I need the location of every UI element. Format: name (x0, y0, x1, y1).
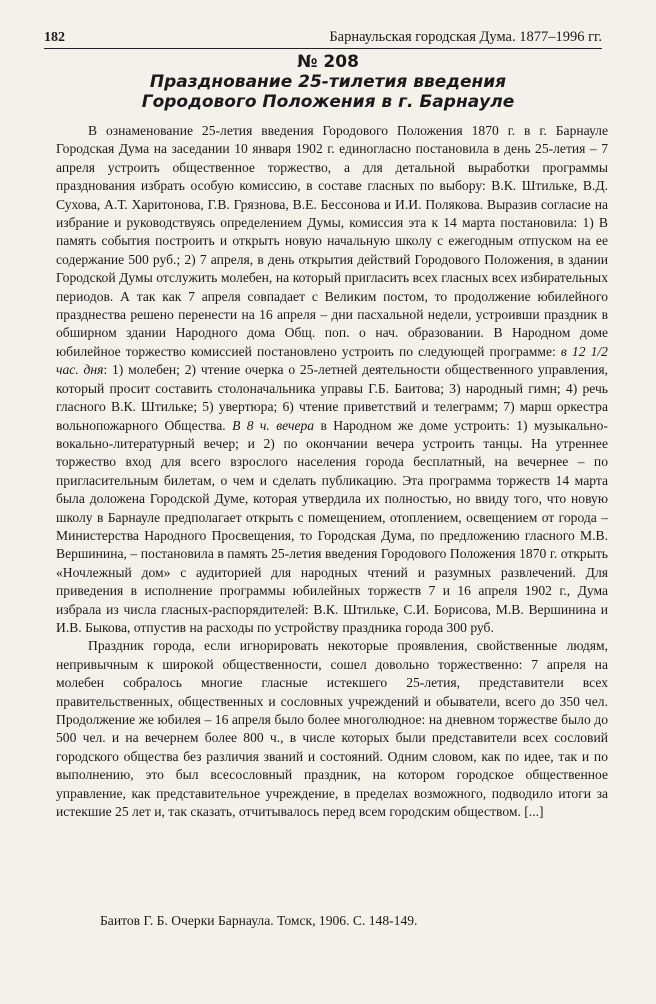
running-header (44, 24, 602, 49)
document-body (56, 122, 608, 821)
paragraph-1-part-b: : 1) молебен; 2) чтение очерка о 25-летней деятельности общественного управления, который просит составить столоначальника управы Г.Б. Баитова; 3) народный гимн; 4) речь гласного В.К. Штильке; 5) увертюра; 6) чтение приветствий и телеграмм; 7) марш оркестра вольнопожарного Общества. (56, 362, 608, 433)
paragraph-1 (56, 122, 608, 637)
paragraph-1-part-c: в Народном же доме устроить: 1) музыкально-вокально-литературный вечер; и 2) по окончании вечера устроить танцы. На утреннее торжество вход для всего взрослого населения города бесплатный, на вечернее – по пригласительным билетам, о чем и сделать публикацию. Эта программа торжеств 14 марта была доложена Городской Думе, которая утвердила их полностью, но ввиду того, что новую школу в Барнауле предполагает открыть с помещением, отоплением, освещением от города – Министерства Народного Просвещения, то Городская Дума, по предложению гласного М.В. Вершинина, – постановила в память 25-летия введения Городового Положения 1870 г. открыть «Ночлежный дом» с аудиторией для народных чтений и разумных развлечений. Для приведения в исполнение программы юбилейных торжеств 7 и 16 апреля 1902 г., Дума избрала из числа гласных-распорядителей: В.К. Штильке, С.И. Борисова, М.В. Вершинина и И.В. Быкова, отпустив на расходы по устройству праздника города 300 руб. (56, 417, 609, 635)
document-title-line-2: Городового Положения в г. Барнауле (141, 92, 515, 112)
document-title-line-1: Празднование 25-тилетия введения (149, 72, 507, 92)
program-time-day: в 12 1/2 час. дня (56, 343, 608, 378)
paragraph-1-part-a: В ознаменование 25-летия введения Городового Положения 1870 г. в г. Барнауле Городская Дума на заседании 10 января 1902 г. единогласно постановила в день 25-летия – 7 апреля устроить общественное торжество, а для детальной выработки программы празднования избрать особую комиссию, в составе гласных по выбору: В.К. Штильке, В.Д. Сухова, А.Т. Харитонова, Г.В. Грязнова, В.Е. Бессонова и И.И. Полякова. Выразив согласие на избрание и руководствуясь определением Думы, комиссия эта к 14 марта постановила: 1) В память события построить и открыть новую начальную школу с ежегодным отпуском на ее содержание 500 руб.; 2) 7 апреля, в день открытия действий Городового Положения, в здании Городской Думы отслужить молебен, на который пригласить всех гласных всех избирательных периодов. А так как 7 апреля совпадает с Великим постом, то продолжение юбилейного празднества решено перенести на 16 апреля – дни пасхальной недели, устроивши праздник в обширном здании Народного дома Общ. поп. о нач. образовании. В Народном доме юбилейное торжество комиссией постановлено устроить по следующей программе: (56, 123, 608, 359)
running-title: Барнаульская городская Дума. 1877–1996 гг. (329, 29, 602, 45)
document-title (60, 72, 596, 112)
document-number: № 208 (297, 52, 359, 72)
paragraph-2: Праздник города, если игнорировать некоторые проявления, свойственные людям, непривычным к широкой общественности, сошел довольно торжественно: 7 апреля на молебен собралось многие гласные истекшего 25-летия, представители всех правительственных, общественных и сословных учреждений и обыватели, всего до 350 чел. Продолжение же юбилея – 16 апреля было более многолюдное: на дневном торжестве было до 500 чел. и на вечернем более 800 ч., в числе которых были представители всех сословий городского общества без различия званий и состояний. Одним словом, как по идее, так и по выполнению, это был всесословный праздник, на котором городское общественное управление, как представительное учреждение, в пределах возможного, подводило итоги за истекшие 25 лет и, так сказать, отчитывалось перед всем городским обществом. [...] (56, 638, 608, 820)
page-number: 182 (44, 30, 65, 45)
source-citation: Баитов Г. Б. Очерки Барнаула. Томск, 1906. С. 148-149. (100, 913, 418, 928)
program-time-evening: В 8 ч. вечера (232, 417, 315, 433)
